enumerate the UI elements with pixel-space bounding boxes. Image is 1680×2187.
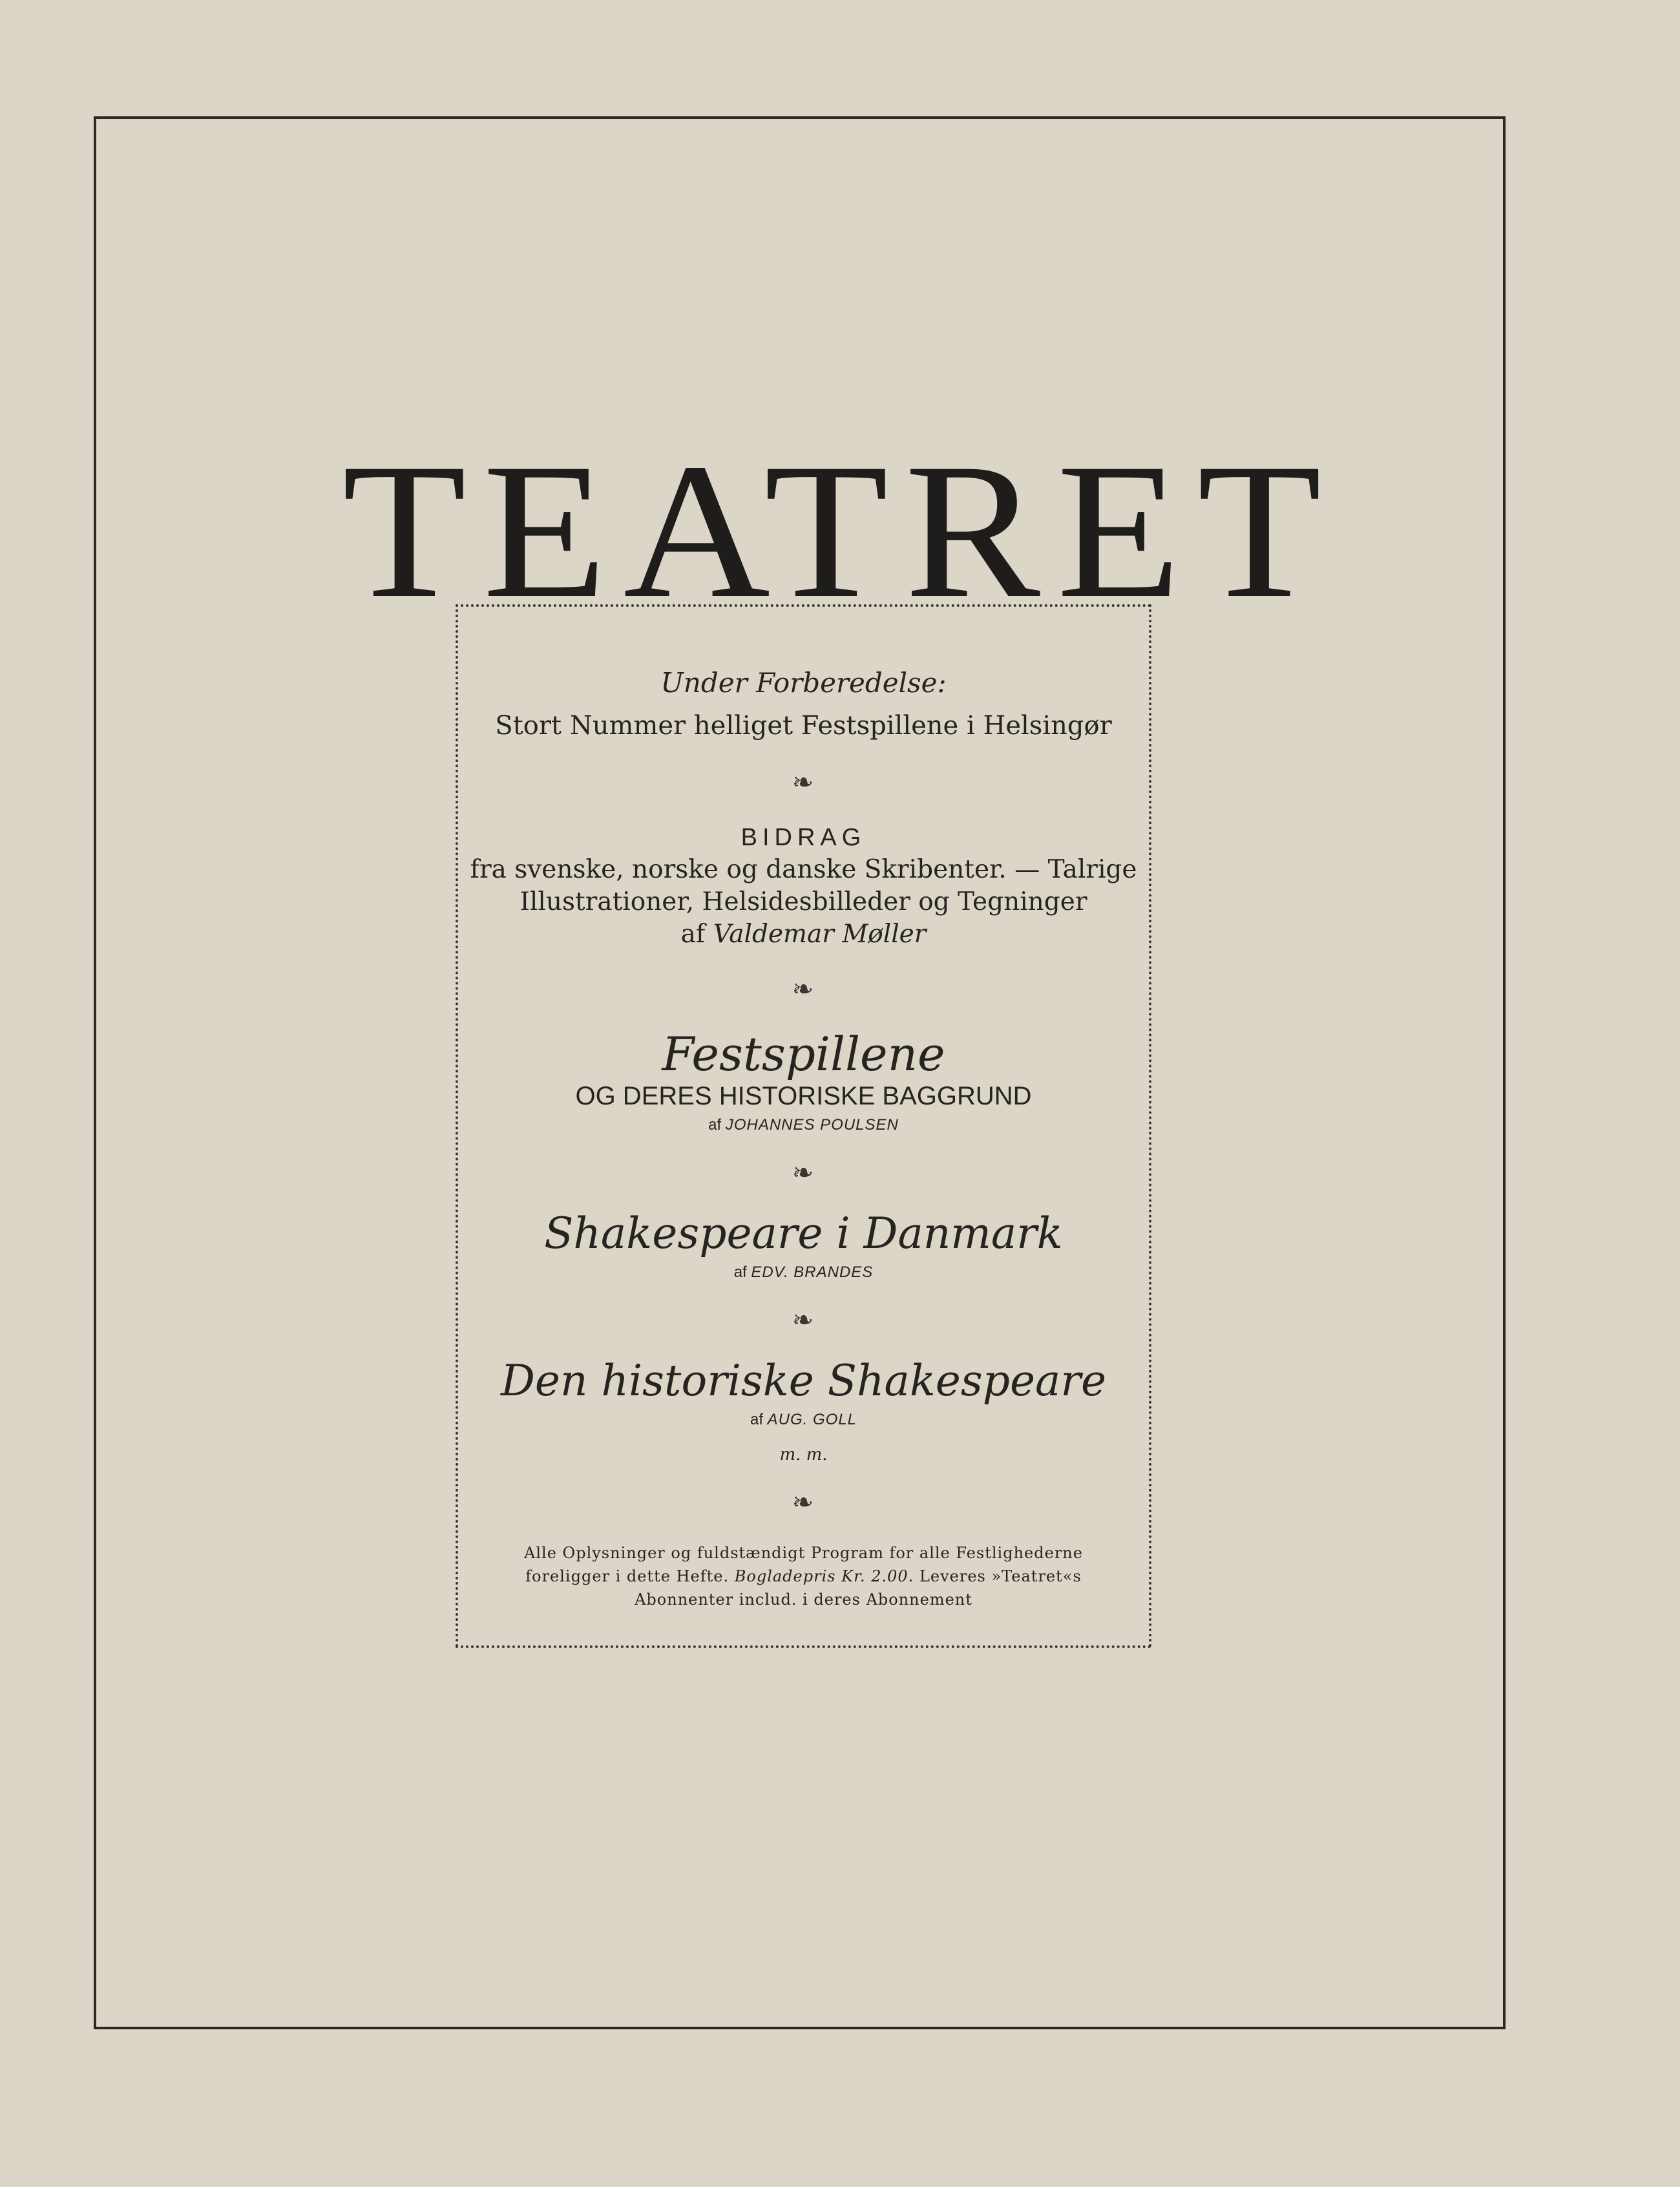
illustrator-name: Valdemar Møller	[713, 920, 927, 949]
article-title: Shakespeare i Danmark	[544, 1209, 1063, 1258]
article-author: AUG. GOLL	[767, 1411, 857, 1428]
article-byline	[458, 1260, 1149, 1285]
ornament-icon: ❧	[792, 1488, 815, 1517]
footer-line-2b: Leveres »Teatret«s	[919, 1567, 1082, 1585]
ornament-icon: ❧	[792, 1158, 815, 1188]
byline-prefix: af	[750, 1411, 763, 1428]
footer-note	[458, 1541, 1149, 1611]
article-title: Den historiske Shakespeare	[500, 1356, 1107, 1406]
article-byline	[458, 1112, 1149, 1138]
article-byline	[458, 1407, 1149, 1433]
footer-line-2	[458, 1565, 1149, 1588]
article-entry	[458, 1208, 1149, 1285]
contributions-line-2: Illustrationer, Helsidesbilleder og Tegninger	[520, 887, 1087, 916]
ornament-icon: ❧	[792, 975, 815, 1004]
kicker: Under Forberedelse:	[660, 667, 947, 699]
contributions-text	[458, 854, 1149, 951]
article-entry	[458, 1028, 1149, 1138]
issue-subject: Stort Nummer helliget Festspillene i Helsingør	[495, 711, 1112, 741]
ornament-icon: ❧	[792, 768, 815, 798]
footer-line-1: Alle Oplysninger og fuldstændigt Program for alle Festlighederne	[524, 1544, 1083, 1562]
footer-line-3: Abonnenter includ. i deres Abonnement	[635, 1590, 972, 1609]
footer-line-2a: foreligger i dette Hefte.	[525, 1567, 730, 1585]
article-author: JOHANNES POULSEN	[725, 1116, 899, 1134]
article-title: Festspillene	[662, 1027, 945, 1081]
masthead-title: TEATRET	[342, 423, 1338, 638]
price: Bogladepris Kr. 2.00.	[734, 1567, 914, 1585]
announcement-box	[456, 604, 1151, 1648]
illustrator-prefix: af	[680, 920, 706, 949]
byline-prefix: af	[733, 1263, 747, 1281]
announcement-content	[458, 665, 1149, 1611]
article-entry	[458, 1355, 1149, 1433]
ornament-icon: ❧	[792, 1305, 815, 1335]
article-author: EDV. BRANDES	[751, 1263, 874, 1281]
contributions-line-1: fra svenske, norske og danske Skribenter. — Talrige	[470, 855, 1137, 884]
contributions-line-3	[458, 918, 1149, 951]
et-cetera: m. m.	[779, 1445, 828, 1464]
byline-prefix: af	[708, 1116, 722, 1134]
article-subtitle: OG DERES HISTORISKE BAGGRUND	[575, 1082, 1032, 1110]
contributions-heading: BIDRAG	[740, 824, 866, 851]
